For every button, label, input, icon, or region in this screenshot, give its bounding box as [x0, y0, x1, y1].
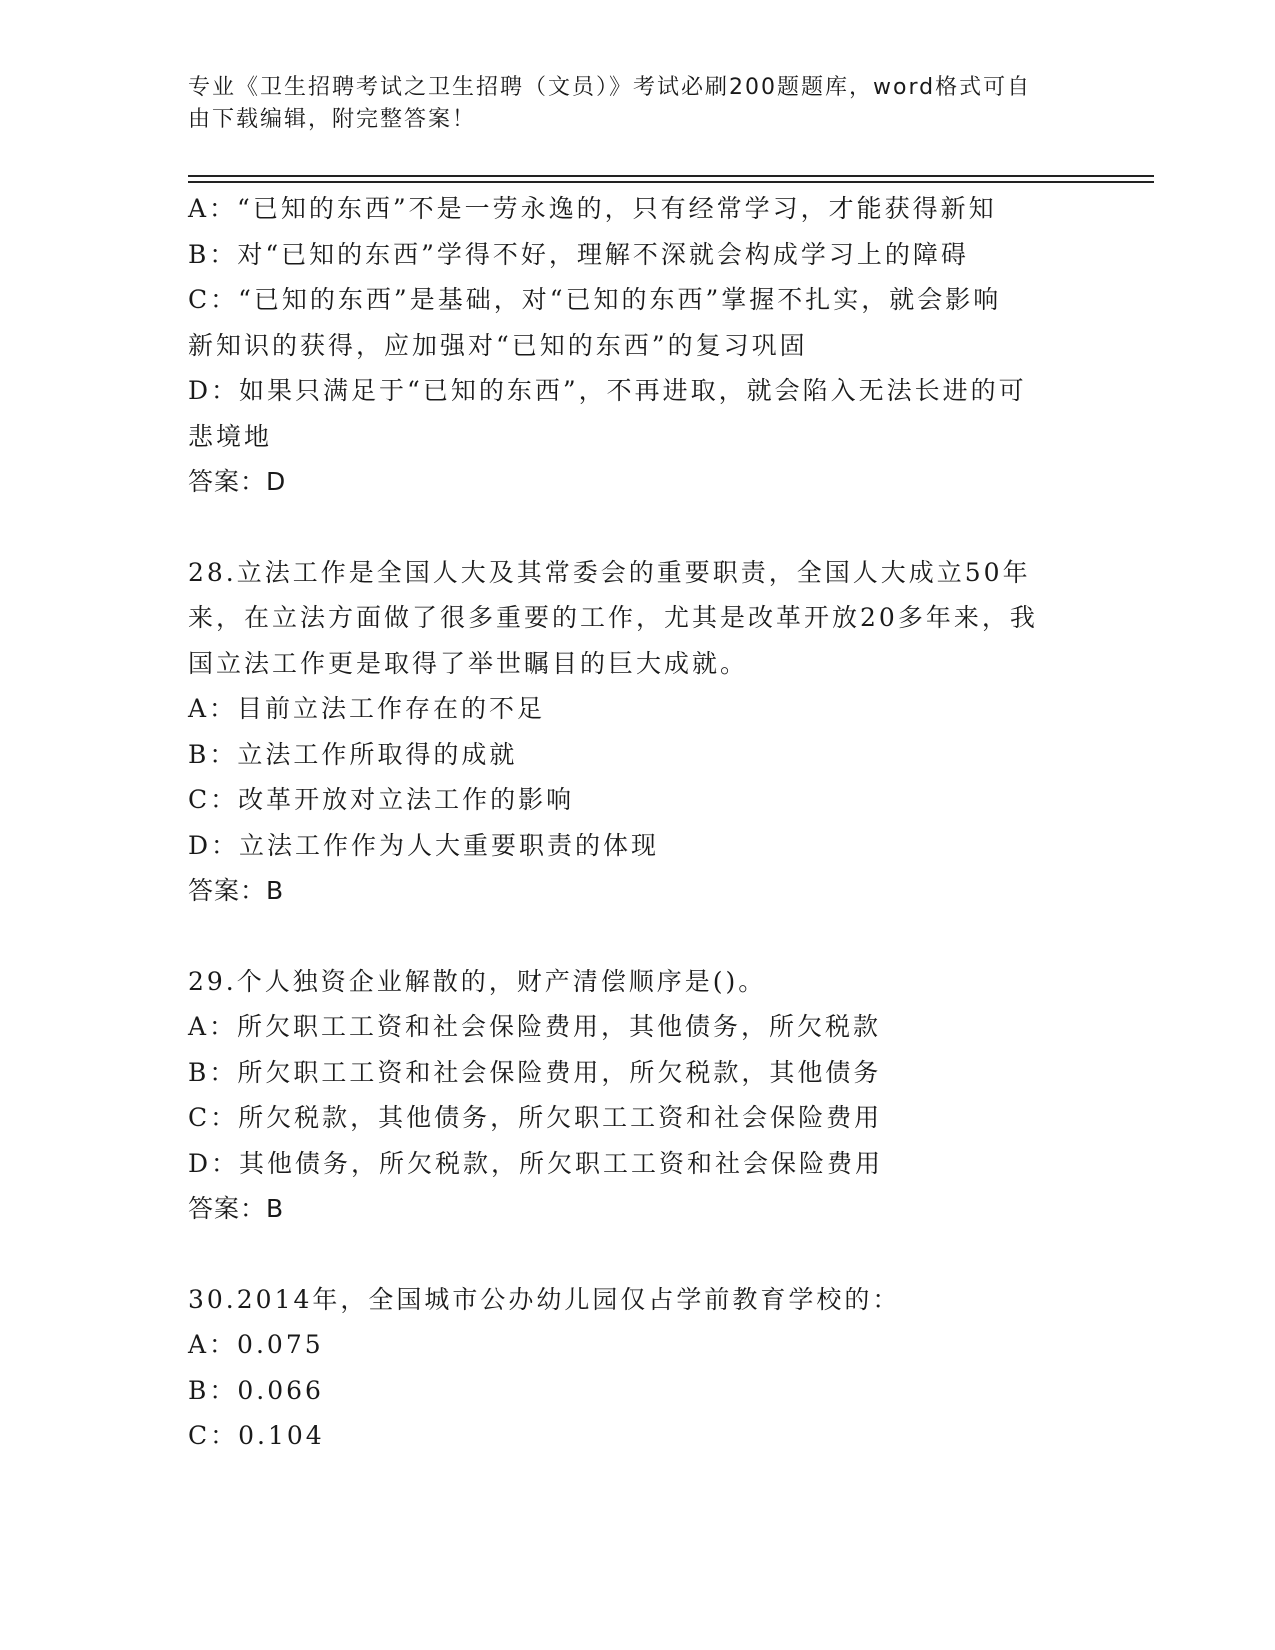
q28-stem-line-1: 28.立法工作是全国人大及其常委会的重要职责，全国人大成立50年	[188, 557, 1031, 587]
q27-option-a: A：“已知的东西”不是一劳永逸的，只有经常学习，才能获得新知	[188, 194, 997, 223]
q27-option-d-line-1: D：如果只满足于“已知的东西”，不再进取，就会陷入无法长进的可	[188, 376, 1027, 405]
q28-option-d: D：立法工作作为人大重要职责的体现	[188, 830, 660, 860]
header-divider-top	[188, 175, 1154, 177]
question-28	[188, 550, 1088, 914]
q30-option-c: C：0.104	[188, 1421, 325, 1450]
q27-option-b: B：对“已知的东西”学得不好，理解不深就会构成学习上的障碍	[188, 239, 969, 269]
q30-stem: 30.2014年，全国城市公办幼儿园仅占学前教育学校的：	[188, 1284, 901, 1314]
q28-option-a: A：目前立法工作存在的不足	[188, 694, 546, 723]
q30-option-a: A：0.075	[188, 1330, 324, 1359]
header-title-line-1: 专业《卫生招聘考试之卫生招聘（文员）》考试必刷200题题库，word格式可自	[188, 75, 1032, 100]
q28-option-c: C：改革开放对立法工作的影响	[188, 785, 575, 814]
q29-stem: 29.个人独资企业解散的，财产清偿顺序是()。	[188, 966, 767, 996]
question-list	[188, 186, 1088, 1459]
q29-option-a: A：所欠职工工资和社会保险费用，其他债务，所欠税款	[188, 1012, 882, 1041]
q27-option-c-line-1: C：“已知的东西”是基础，对“已知的东西”掌握不扎实，就会影响	[188, 285, 1002, 314]
q29-option-d: D：其他债务，所欠税款，所欠职工工资和社会保险费用	[188, 1148, 884, 1178]
question-30	[188, 1277, 1088, 1459]
question-29	[188, 959, 1088, 1232]
q28-answer: 答案：B	[188, 876, 285, 905]
q27-answer: 答案：D	[188, 467, 287, 496]
q29-answer: 答案：B	[188, 1194, 285, 1223]
q29-option-c: C：所欠税款，其他债务，所欠职工工资和社会保险费用	[188, 1103, 883, 1132]
document-header	[188, 72, 1068, 136]
question-27	[188, 186, 1088, 505]
header-divider-bottom	[188, 181, 1154, 183]
q27-option-c-line-2: 新知识的获得，应加强对“已知的东西”的复习巩固	[188, 330, 808, 360]
q28-option-b: B：立法工作所取得的成就	[188, 739, 518, 769]
q30-option-b: B：0.066	[188, 1375, 324, 1405]
q28-stem-line-2: 来，在立法方面做了很多重要的工作，尤其是改革开放20多年来，我	[188, 603, 1038, 632]
q28-stem-line-3: 国立法工作更是取得了举世瞩目的巨大成就。	[188, 648, 749, 678]
q29-option-b: B：所欠职工工资和社会保险费用，所欠税款，其他债务	[188, 1057, 882, 1087]
header-title-line-2: 由下载编辑，附完整答案！	[188, 107, 477, 132]
q27-option-d-line-2: 悲境地	[188, 421, 273, 451]
